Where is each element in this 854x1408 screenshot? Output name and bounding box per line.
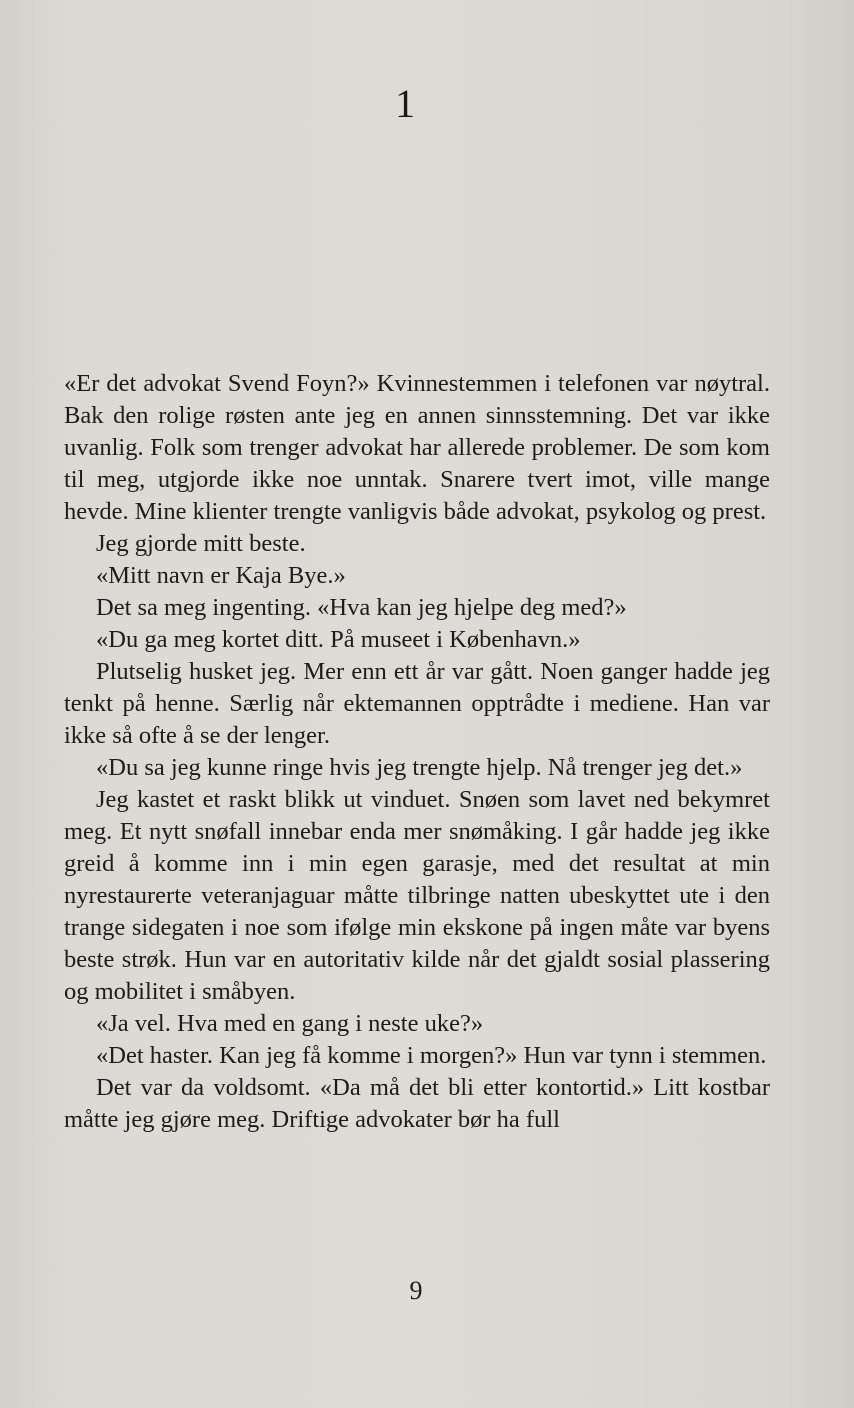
page-number: 9 [409, 1276, 423, 1305]
body-text [64, 368, 770, 1136]
paragraph: «Du sa jeg kunne ringe hvis jeg trengte hjelp. Nå trenger jeg det.» [96, 754, 743, 781]
paragraph: «Mitt navn er Kaja Bye.» [96, 562, 346, 589]
paragraph: «Ja vel. Hva med en gang i neste uke?» [96, 1010, 484, 1037]
paragraph: Plutselig husket jeg. Mer enn ett år var gått. Noen ganger hadde jeg tenkt på henne. Særlig når ektemannen opptrådte i mediene. Han var ikke så ofte å se der lenger. [64, 658, 770, 749]
paragraph: Det sa meg ingenting. «Hva kan jeg hjelpe deg med?» [96, 594, 627, 621]
paragraph: «Det haster. Kan jeg få komme i morgen?» Hun var tynn i stemmen. [96, 1042, 767, 1069]
paragraph: Jeg kastet et raskt blikk ut vinduet. Snøen som lavet ned bekymret meg. Et nytt snøfall innebar enda mer snømåking. I går hadde jeg ikke greid å komme inn i min egen garasje, med det resultat at min nyrestaurerte veteranjaguar måtte tilbringe natten ubeskyttet ute i den trange sidegaten i noe som ifølge min ekskone på ingen måte var byens beste strøk. Hun var en autoritativ kilde når det gjaldt sosial plassering og mobilitet i småbyen. [64, 786, 770, 1005]
chapter-number: 1 [395, 81, 415, 126]
paragraph: «Er det advokat Svend Foyn?» Kvinnestemmen i telefonen var nøytral. Bak den rolige røsten ante jeg en annen sinnsstemning. Det var ikke uvanlig. Folk som trenger advokat har allerede problemer. De som kom til meg, utgjorde ikke noe unntak. Snarere tvert imot, ville mange hevde. Mine klienter trengte vanligvis både advokat, psykolog og prest. [64, 370, 770, 525]
paragraph: «Du ga meg kortet ditt. På museet i København.» [96, 626, 581, 653]
paragraph: Jeg gjorde mitt beste. [96, 530, 306, 557]
paragraph: Det var da voldsomt. «Da må det bli etter kontortid.» Litt kostbar måtte jeg gjøre meg. Driftige advokater bør ha full [64, 1074, 770, 1133]
